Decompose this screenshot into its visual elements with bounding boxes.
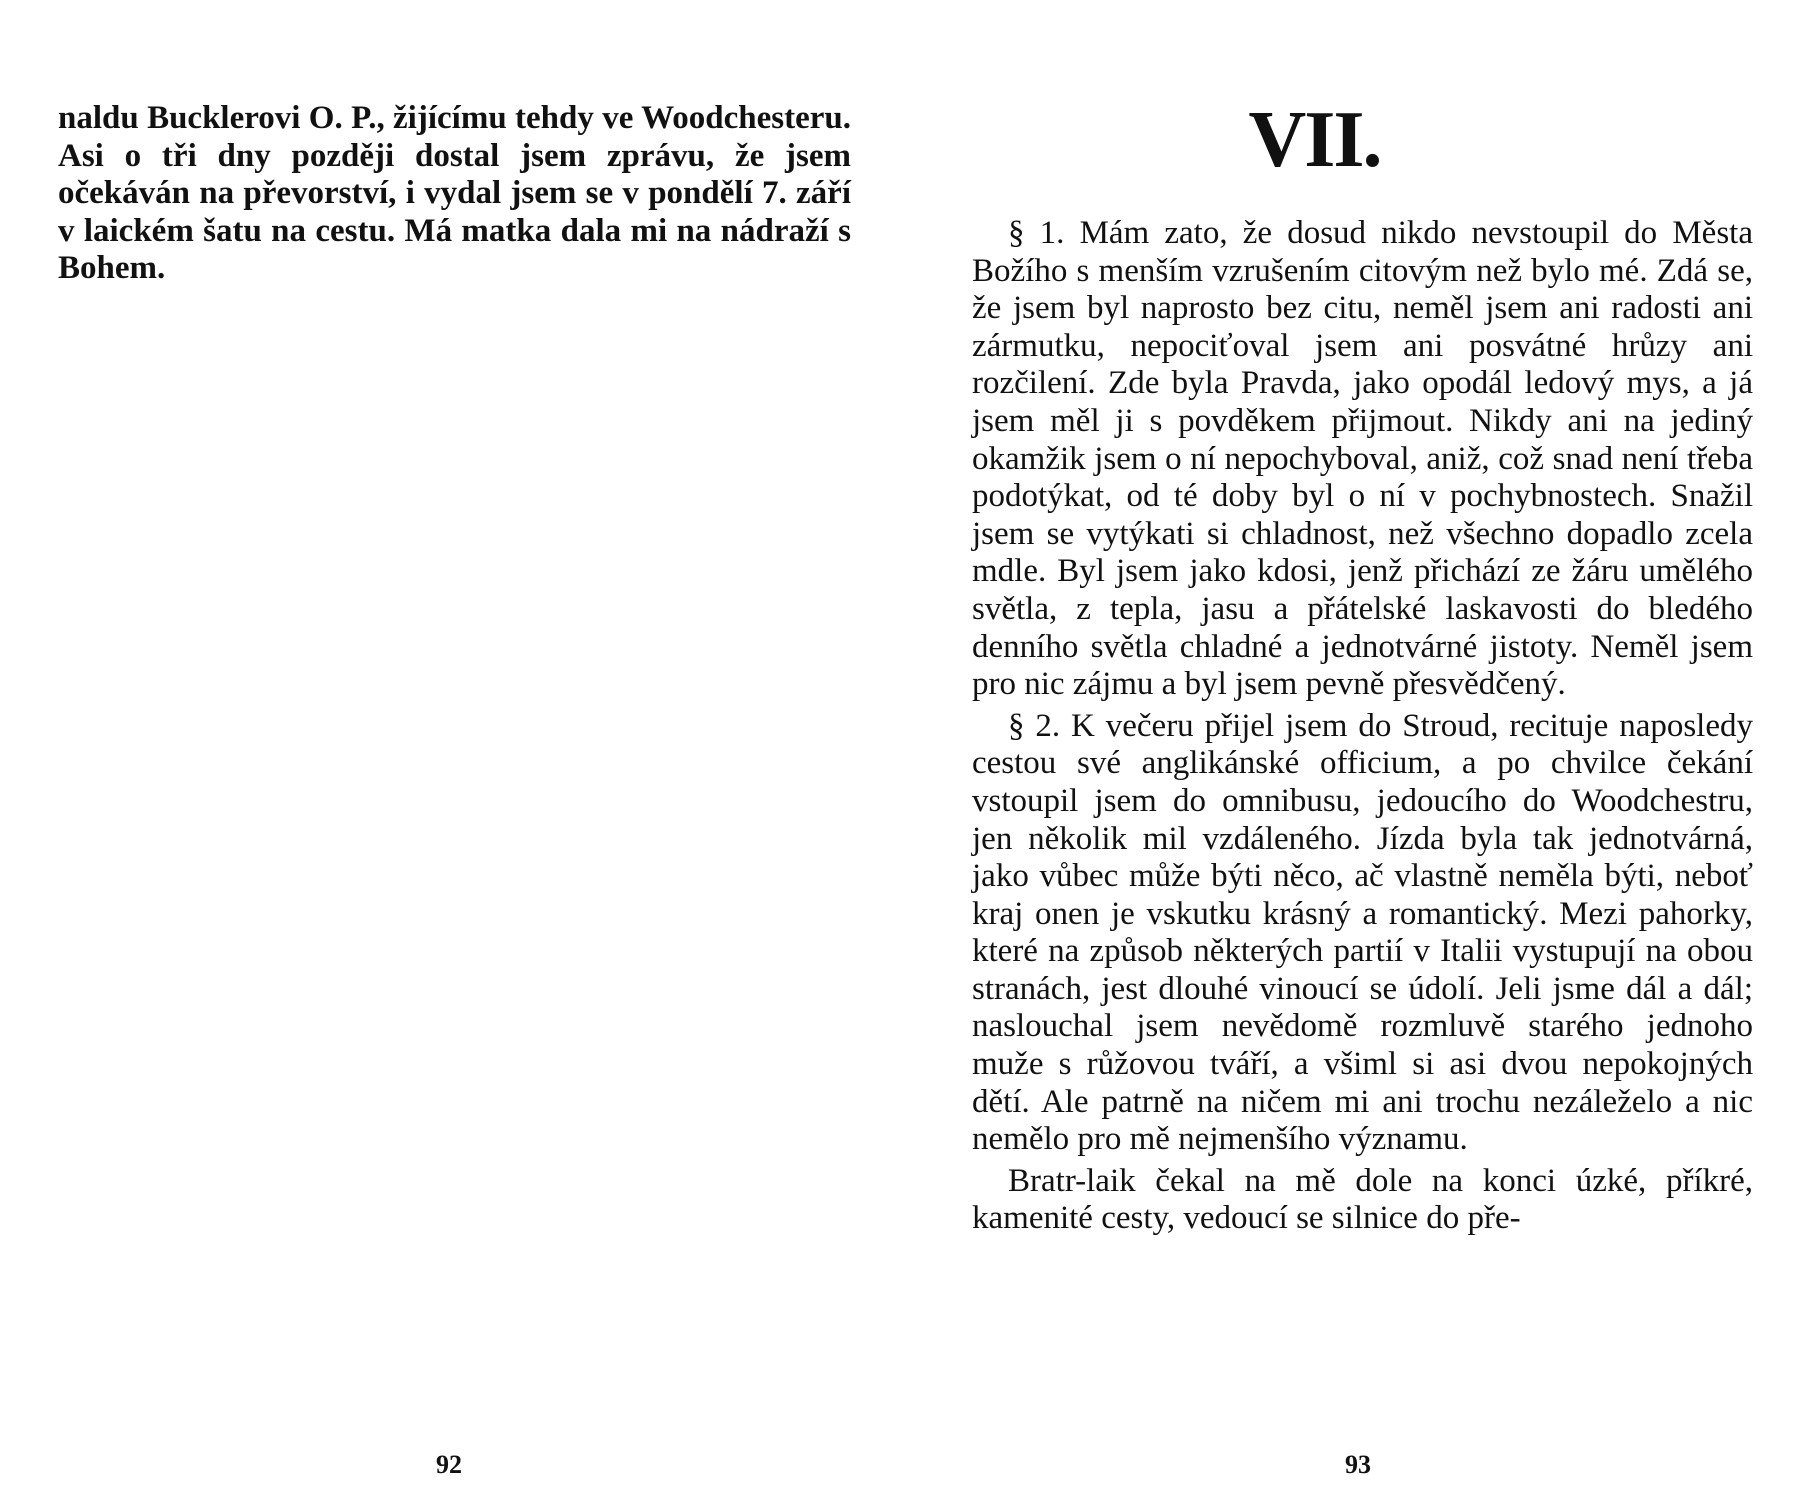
paragraph-1: § 1. Mám zato, že dosud nikdo nevstoupil do Města Božího s menším vzrušením citovým než bylo mé. Zdá se, že jsem byl naprosto bez citu, neměl jsem ani radosti ani zármutku, nepociťoval jsem ani posvátné hrůzy ani rozčilení. Zde byla Pravda, jako opodál ledový mys, a já jsem měl ji s povděkem přijmout. Nikdy ani na jediný okamžik jsem o ní nepochyboval, aniž, což snad není třeba podotýkat, od té doby byl o ní v pochybnostech. Snažil jsem se vytýkati si chladnost, než všechno dopadlo zcela mdle. Byl jsem jako kdosi, jenž přichází ze žáru umělého světla, z tepla, jasu a přátelské laskavosti do bledého denního světla chladné a jednotvárné jistoty. Neměl jsem pro nic zájmu a byl jsem pevně přesvědčený. <box>972 215 1753 703</box>
paragraph-2: § 2. K večeru přijel jsem do Stroud, recituje naposledy cestou své anglikánské officium, a po chvilce čekání vstoupil jsem do omnibusu, jedoucího do Woodchestru, jen několik mil vzdáleného. Jízda byla tak jednotvárná, jako vůbec může býti něco, ač vlastně neměla býti, neboť kraj onen je vskutku krásný a romantický. Mezi pahorky, které na způsob některých partií v Italii vystupují na obou stranách, jest dlouhé vinoucí se údolí. Jeli jsme dál a dál; naslouchal jsem nevědomě rozmluvě starého jednoho muže s růžovou tváří, a všiml si asi dvou nepokojných dětí. Ale patrně na ničem mi ani trochu nezáleželo a nic nemělo pro mě nejmenšího významu. <box>972 707 1753 1158</box>
page-number-left: 92 <box>436 1450 462 1479</box>
left-page-text: naldu Bucklerovi O. P., žijícímu tehdy ve Woodchesteru. Asi o tři dny později dostal jsem zprávu, že jsem očekáván na převorství, i vydal jsem se v pondělí 7. září v laickém šatu na cestu. Má matka dala mi na nádraží s Bohem. <box>58 100 851 287</box>
page-number-right: 93 <box>1345 1450 1371 1479</box>
paragraph-3: Bratr-laik čekal na mě dole na konci úzké, příkré, kamenité cesty, vedoucí se silnice do pře- <box>972 1162 1753 1237</box>
right-page <box>909 0 1818 1500</box>
chapter-heading: VII. <box>1248 96 1381 184</box>
right-page-text <box>972 215 1753 1238</box>
